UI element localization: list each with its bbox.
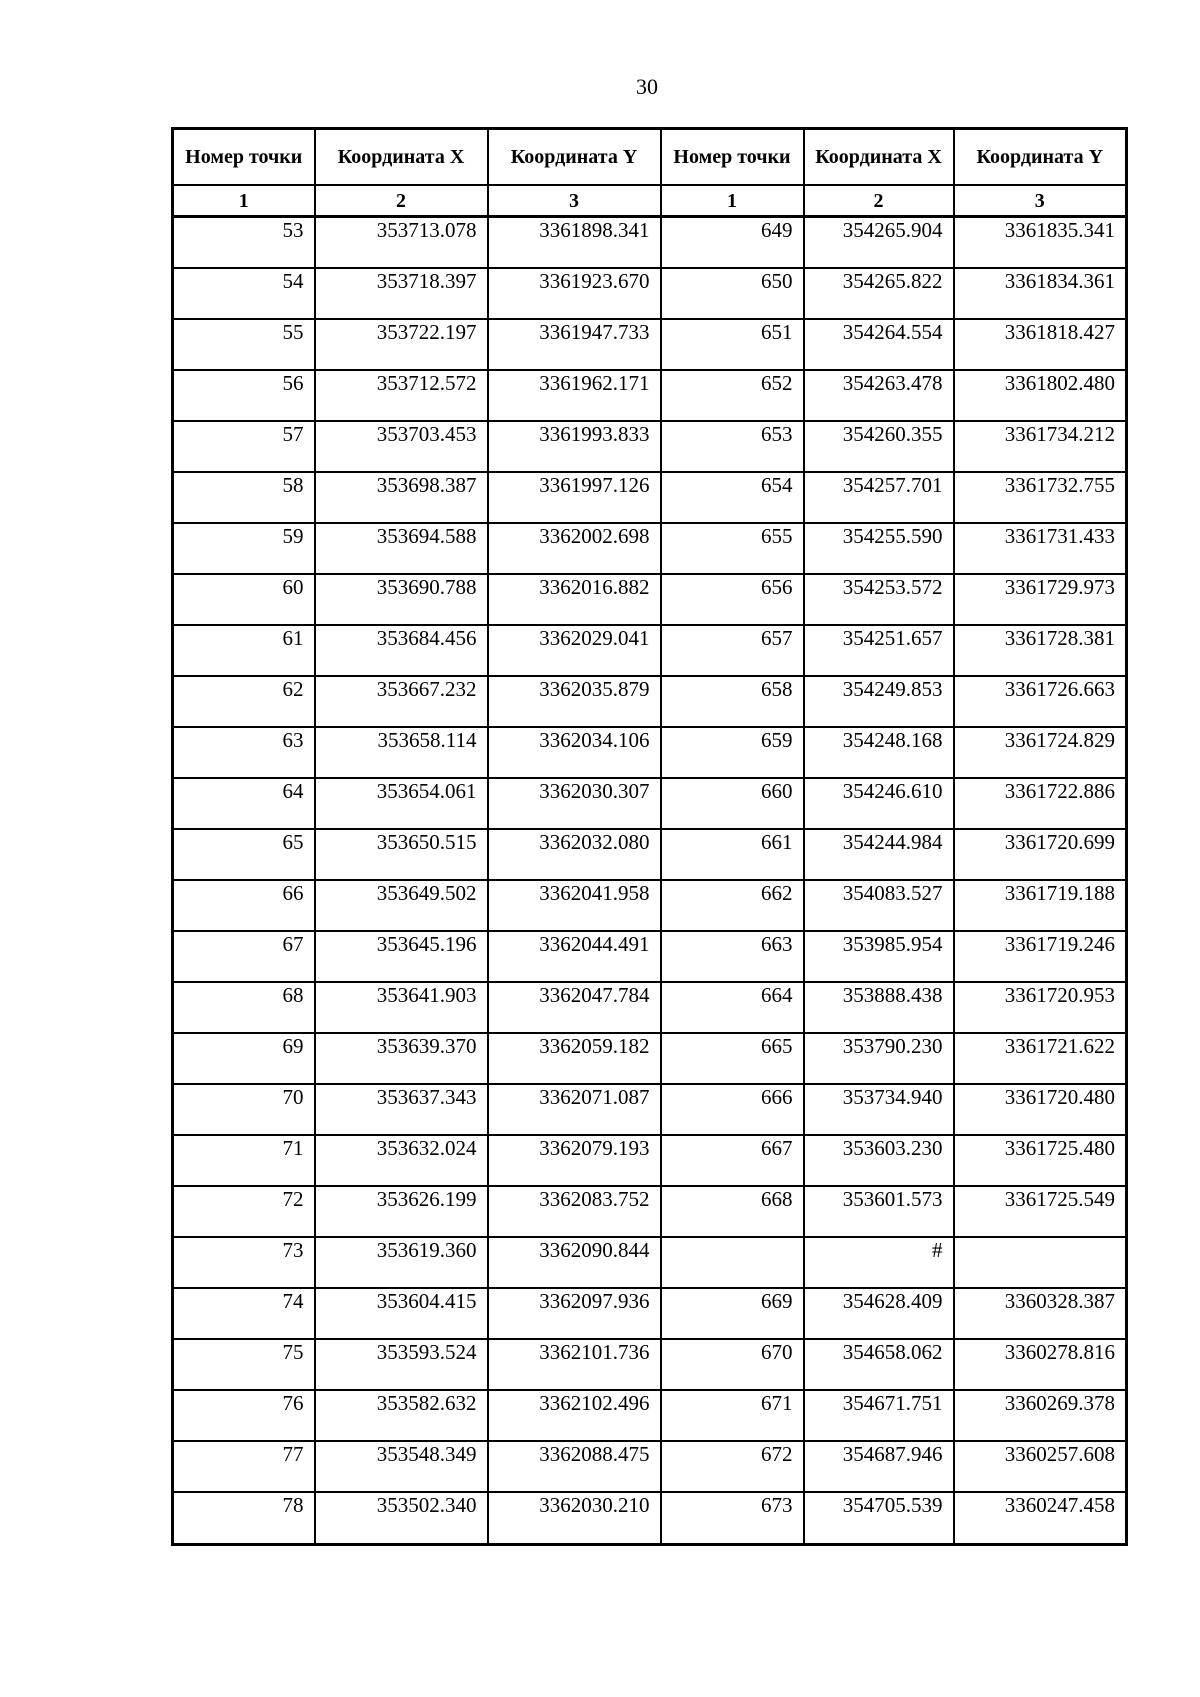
cell-coordinate-y: 3362101.736 xyxy=(488,1339,661,1390)
cell-coordinate-y: 3361947.733 xyxy=(488,319,661,370)
cell-coordinate-x: 354687.946 xyxy=(804,1441,954,1492)
cell-coordinate-x: 353626.199 xyxy=(315,1186,488,1237)
cell-point-number: 57 xyxy=(173,421,315,472)
column-number: 1 xyxy=(173,185,315,217)
table-row xyxy=(173,1033,1127,1084)
cell-coordinate-y: 3361725.549 xyxy=(954,1186,1127,1237)
cell-coordinate-y: 3361731.433 xyxy=(954,523,1127,574)
table-row xyxy=(173,1084,1127,1135)
cell-coordinate-y: 3362102.496 xyxy=(488,1390,661,1441)
cell-coordinate-y: 3361923.670 xyxy=(488,268,661,319)
cell-coordinate-x: 354249.853 xyxy=(804,676,954,727)
cell-coordinate-y: 3361962.171 xyxy=(488,370,661,421)
column-number: 2 xyxy=(315,185,488,217)
cell-coordinate-x: 353548.349 xyxy=(315,1441,488,1492)
cell-point-number: 78 xyxy=(173,1492,315,1545)
cell-coordinate-x: 353734.940 xyxy=(804,1084,954,1135)
cell-coordinate-y: 3360278.816 xyxy=(954,1339,1127,1390)
table-row xyxy=(173,982,1127,1033)
cell-coordinate-x: 353604.415 xyxy=(315,1288,488,1339)
table-row xyxy=(173,676,1127,727)
cell-coordinate-y: 3361720.953 xyxy=(954,982,1127,1033)
cell-coordinate-y: 3362032.080 xyxy=(488,829,661,880)
cell-coordinate-y: 3362047.784 xyxy=(488,982,661,1033)
cell-point-number: 672 xyxy=(661,1441,804,1492)
cell-coordinate-y: 3361722.886 xyxy=(954,778,1127,829)
column-number: 2 xyxy=(804,185,954,217)
cell-point-number: 72 xyxy=(173,1186,315,1237)
cell-point-number: 657 xyxy=(661,625,804,676)
table-row xyxy=(173,217,1127,269)
table-row xyxy=(173,1390,1127,1441)
column-number: 3 xyxy=(954,185,1127,217)
table-row xyxy=(173,523,1127,574)
cell-point-number: 55 xyxy=(173,319,315,370)
table-row xyxy=(173,1288,1127,1339)
table-row xyxy=(173,574,1127,625)
table-row xyxy=(173,880,1127,931)
table-row xyxy=(173,1237,1127,1288)
cell-coordinate-y: 3361729.973 xyxy=(954,574,1127,625)
cell-coordinate-x: 353888.438 xyxy=(804,982,954,1033)
cell-coordinate-y: 3360247.458 xyxy=(954,1492,1127,1545)
cell-coordinate-y: 3361732.755 xyxy=(954,472,1127,523)
cell-coordinate-x: 353718.397 xyxy=(315,268,488,319)
cell-point-number: 70 xyxy=(173,1084,315,1135)
page-number: 30 xyxy=(636,74,658,99)
cell-point-number: 654 xyxy=(661,472,804,523)
table-row xyxy=(173,1186,1127,1237)
table-row xyxy=(173,1441,1127,1492)
header-coordinate-x: Координата X xyxy=(315,129,488,186)
cell-coordinate-x: 353722.197 xyxy=(315,319,488,370)
cell-point-number: 669 xyxy=(661,1288,804,1339)
cell-coordinate-x: 353713.078 xyxy=(315,217,488,269)
table-row xyxy=(173,268,1127,319)
table-row xyxy=(173,421,1127,472)
cell-coordinate-y: 3362090.844 xyxy=(488,1237,661,1288)
table-row xyxy=(173,1135,1127,1186)
cell-coordinate-y: 3362071.087 xyxy=(488,1084,661,1135)
cell-point-number: 60 xyxy=(173,574,315,625)
table-body xyxy=(173,217,1127,1545)
cell-coordinate-x: 353658.114 xyxy=(315,727,488,778)
cell-coordinate-x: 354244.984 xyxy=(804,829,954,880)
cell-coordinate-x: 353637.343 xyxy=(315,1084,488,1135)
cell-coordinate-y: 3362035.879 xyxy=(488,676,661,727)
cell-coordinate-y: 3362034.106 xyxy=(488,727,661,778)
column-number-row xyxy=(173,185,1127,217)
cell-point-number: 668 xyxy=(661,1186,804,1237)
cell-coordinate-x: 353690.788 xyxy=(315,574,488,625)
cell-coordinate-x: 354671.751 xyxy=(804,1390,954,1441)
cell-coordinate-x: 353601.573 xyxy=(804,1186,954,1237)
cell-coordinate-x: 353684.456 xyxy=(315,625,488,676)
cell-point-number: 58 xyxy=(173,472,315,523)
cell-coordinate-x: # xyxy=(804,1237,954,1288)
cell-coordinate-y: 3361802.480 xyxy=(954,370,1127,421)
cell-coordinate-y: 3360328.387 xyxy=(954,1288,1127,1339)
cell-coordinate-x: 353790.230 xyxy=(804,1033,954,1084)
cell-coordinate-y: 3361835.341 xyxy=(954,217,1127,269)
cell-coordinate-y: 3361728.381 xyxy=(954,625,1127,676)
cell-coordinate-y: 3362083.752 xyxy=(488,1186,661,1237)
cell-point-number: 649 xyxy=(661,217,804,269)
cell-coordinate-y: 3361719.188 xyxy=(954,880,1127,931)
cell-point-number: 76 xyxy=(173,1390,315,1441)
table-header-row xyxy=(173,129,1127,186)
cell-coordinate-x: 354658.062 xyxy=(804,1339,954,1390)
cell-point-number: 53 xyxy=(173,217,315,269)
table-row xyxy=(173,778,1127,829)
cell-coordinate-y: 3361720.480 xyxy=(954,1084,1127,1135)
column-number: 3 xyxy=(488,185,661,217)
cell-coordinate-x: 354246.610 xyxy=(804,778,954,829)
cell-coordinate-y: 3361721.622 xyxy=(954,1033,1127,1084)
cell-coordinate-y: 3361834.361 xyxy=(954,268,1127,319)
cell-coordinate-x: 354083.527 xyxy=(804,880,954,931)
cell-point-number: 67 xyxy=(173,931,315,982)
cell-point-number: 77 xyxy=(173,1441,315,1492)
cell-coordinate-y: 3362041.958 xyxy=(488,880,661,931)
cell-point-number: 652 xyxy=(661,370,804,421)
header-point-number: Номер точки xyxy=(173,129,315,186)
cell-coordinate-y: 3362044.491 xyxy=(488,931,661,982)
table-row xyxy=(173,625,1127,676)
cell-coordinate-y: 3360269.378 xyxy=(954,1390,1127,1441)
column-number: 1 xyxy=(661,185,804,217)
cell-coordinate-y: 3361725.480 xyxy=(954,1135,1127,1186)
cell-point-number: 655 xyxy=(661,523,804,574)
cell-coordinate-y: 3361719.246 xyxy=(954,931,1127,982)
cell-point-number: 662 xyxy=(661,880,804,931)
cell-coordinate-x: 354705.539 xyxy=(804,1492,954,1545)
cell-coordinate-y: 3361898.341 xyxy=(488,217,661,269)
table-row xyxy=(173,370,1127,421)
cell-coordinate-y: 3362079.193 xyxy=(488,1135,661,1186)
cell-point-number: 66 xyxy=(173,880,315,931)
cell-coordinate-x: 353632.024 xyxy=(315,1135,488,1186)
cell-point-number: 75 xyxy=(173,1339,315,1390)
table-row xyxy=(173,931,1127,982)
cell-coordinate-x: 353603.230 xyxy=(804,1135,954,1186)
coordinates-table xyxy=(171,127,1128,1546)
cell-coordinate-y: 3362029.041 xyxy=(488,625,661,676)
cell-point-number: 671 xyxy=(661,1390,804,1441)
cell-coordinate-y: 3362030.210 xyxy=(488,1492,661,1545)
cell-coordinate-y: 3361993.833 xyxy=(488,421,661,472)
cell-coordinate-y: 3361724.829 xyxy=(954,727,1127,778)
cell-coordinate-x: 353582.632 xyxy=(315,1390,488,1441)
cell-point-number: 62 xyxy=(173,676,315,727)
cell-coordinate-y: 3362059.182 xyxy=(488,1033,661,1084)
cell-coordinate-y: 3362088.475 xyxy=(488,1441,661,1492)
cell-point-number: 656 xyxy=(661,574,804,625)
cell-coordinate-x: 353619.360 xyxy=(315,1237,488,1288)
table-row xyxy=(173,319,1127,370)
cell-coordinate-x: 353645.196 xyxy=(315,931,488,982)
cell-coordinate-x: 353712.572 xyxy=(315,370,488,421)
cell-coordinate-x: 353502.340 xyxy=(315,1492,488,1545)
table-row xyxy=(173,1339,1127,1390)
cell-point-number: 68 xyxy=(173,982,315,1033)
cell-point-number: 73 xyxy=(173,1237,315,1288)
table-row xyxy=(173,829,1127,880)
cell-coordinate-x: 353698.387 xyxy=(315,472,488,523)
cell-point-number: 59 xyxy=(173,523,315,574)
cell-coordinate-x: 354255.590 xyxy=(804,523,954,574)
cell-coordinate-x: 353654.061 xyxy=(315,778,488,829)
cell-coordinate-y: 3361726.663 xyxy=(954,676,1127,727)
cell-point-number: 63 xyxy=(173,727,315,778)
cell-coordinate-y: 3362016.882 xyxy=(488,574,661,625)
cell-coordinate-y: 3362097.936 xyxy=(488,1288,661,1339)
cell-point-number: 651 xyxy=(661,319,804,370)
cell-coordinate-x: 354260.355 xyxy=(804,421,954,472)
cell-coordinate-x: 354257.701 xyxy=(804,472,954,523)
cell-point-number: 665 xyxy=(661,1033,804,1084)
cell-point-number: 65 xyxy=(173,829,315,880)
header-coordinate-y: Координата Y xyxy=(954,129,1127,186)
cell-point-number: 667 xyxy=(661,1135,804,1186)
cell-coordinate-x: 354253.572 xyxy=(804,574,954,625)
cell-point-number: 56 xyxy=(173,370,315,421)
cell-coordinate-x: 353985.954 xyxy=(804,931,954,982)
cell-coordinate-x: 353694.588 xyxy=(315,523,488,574)
cell-point-number: 74 xyxy=(173,1288,315,1339)
cell-point-number: 653 xyxy=(661,421,804,472)
cell-point-number: 71 xyxy=(173,1135,315,1186)
cell-point-number: 69 xyxy=(173,1033,315,1084)
header-coordinate-x: Координата X xyxy=(804,129,954,186)
cell-coordinate-x: 353650.515 xyxy=(315,829,488,880)
cell-point-number: 670 xyxy=(661,1339,804,1390)
cell-coordinate-y: 3360257.608 xyxy=(954,1441,1127,1492)
cell-point-number xyxy=(661,1237,804,1288)
cell-point-number: 663 xyxy=(661,931,804,982)
cell-point-number: 64 xyxy=(173,778,315,829)
cell-point-number: 673 xyxy=(661,1492,804,1545)
cell-coordinate-x: 353649.502 xyxy=(315,880,488,931)
cell-coordinate-y: 3361734.212 xyxy=(954,421,1127,472)
cell-coordinate-x: 353593.524 xyxy=(315,1339,488,1390)
cell-coordinate-x: 353667.232 xyxy=(315,676,488,727)
cell-point-number: 664 xyxy=(661,982,804,1033)
table-row xyxy=(173,1492,1127,1545)
cell-coordinate-y xyxy=(954,1237,1127,1288)
cell-coordinate-y: 3361818.427 xyxy=(954,319,1127,370)
cell-point-number: 658 xyxy=(661,676,804,727)
cell-coordinate-x: 353639.370 xyxy=(315,1033,488,1084)
table-row xyxy=(173,472,1127,523)
cell-point-number: 54 xyxy=(173,268,315,319)
cell-point-number: 61 xyxy=(173,625,315,676)
header-point-number: Номер точки xyxy=(661,129,804,186)
cell-coordinate-x: 354265.822 xyxy=(804,268,954,319)
cell-coordinate-x: 354263.478 xyxy=(804,370,954,421)
cell-coordinate-y: 3362002.698 xyxy=(488,523,661,574)
table-row xyxy=(173,727,1127,778)
cell-point-number: 660 xyxy=(661,778,804,829)
cell-point-number: 650 xyxy=(661,268,804,319)
cell-coordinate-x: 354628.409 xyxy=(804,1288,954,1339)
cell-coordinate-x: 353641.903 xyxy=(315,982,488,1033)
cell-coordinate-x: 354248.168 xyxy=(804,727,954,778)
cell-coordinate-y: 3361720.699 xyxy=(954,829,1127,880)
cell-coordinate-x: 354251.657 xyxy=(804,625,954,676)
header-coordinate-y: Координата Y xyxy=(488,129,661,186)
cell-coordinate-x: 354265.904 xyxy=(804,217,954,269)
cell-coordinate-y: 3361997.126 xyxy=(488,472,661,523)
cell-coordinate-x: 353703.453 xyxy=(315,421,488,472)
cell-point-number: 666 xyxy=(661,1084,804,1135)
cell-coordinate-y: 3362030.307 xyxy=(488,778,661,829)
cell-point-number: 661 xyxy=(661,829,804,880)
cell-point-number: 659 xyxy=(661,727,804,778)
cell-coordinate-x: 354264.554 xyxy=(804,319,954,370)
